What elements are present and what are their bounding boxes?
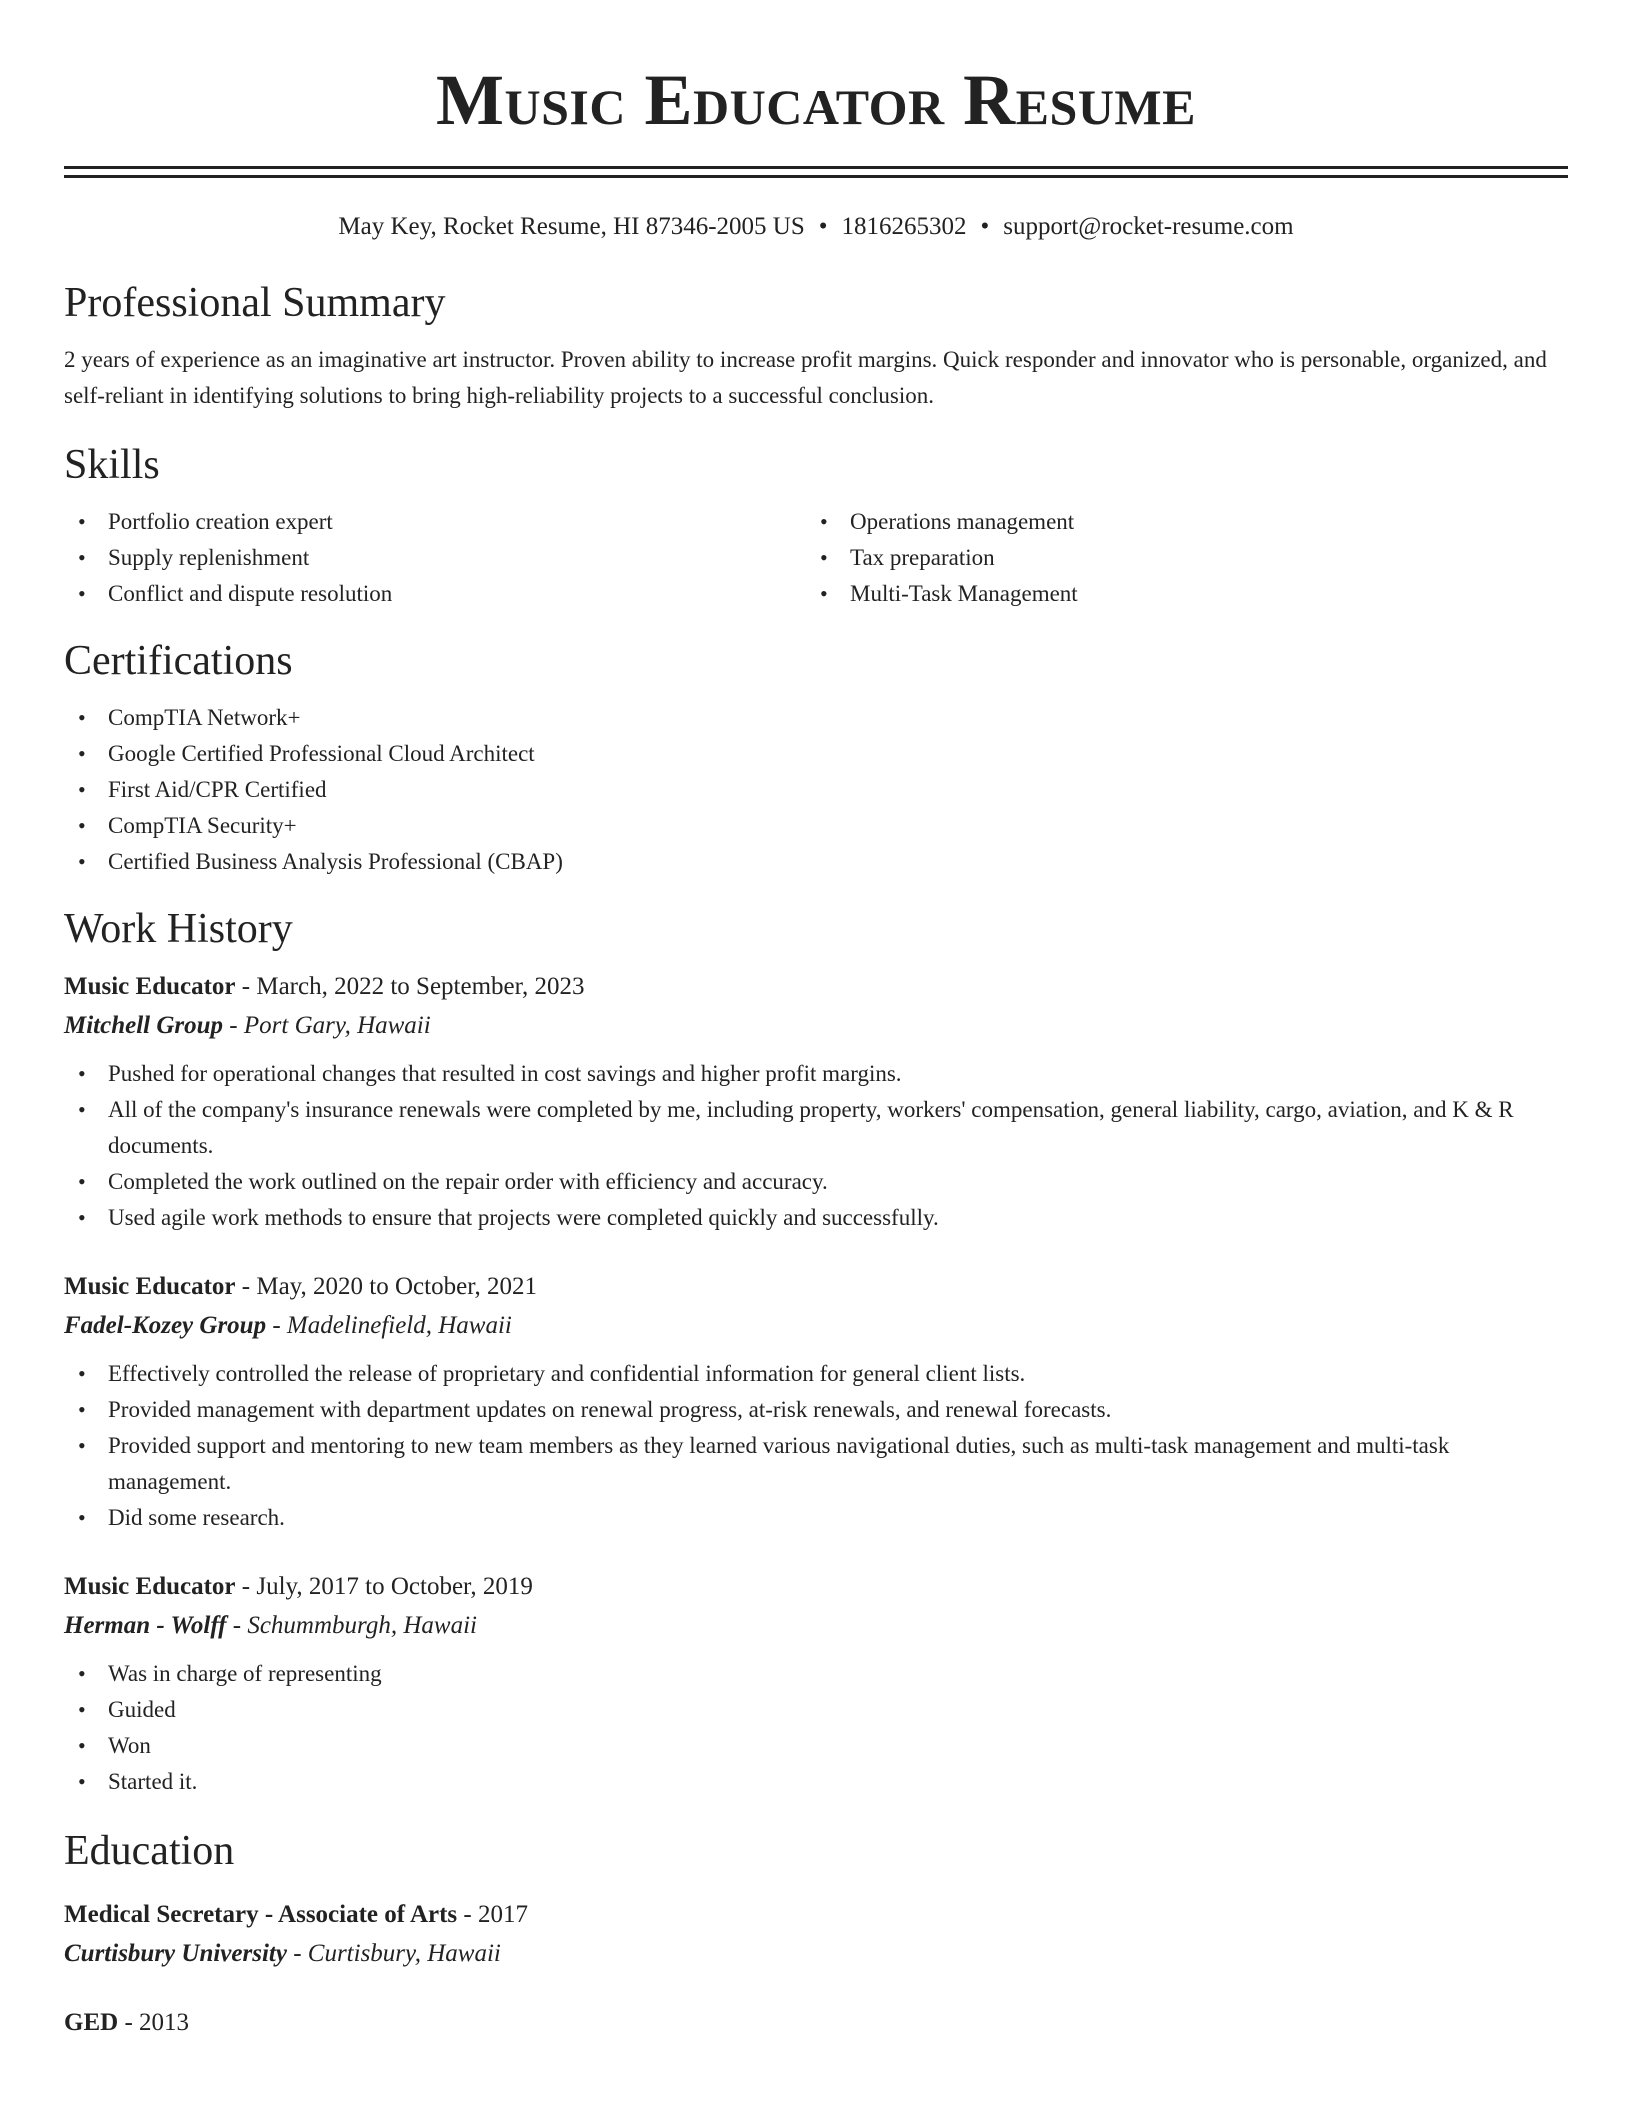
title-divider-top bbox=[64, 166, 1568, 169]
job-dates: - May, 2020 to October, 2021 bbox=[235, 1273, 538, 1300]
job-bullet: • Was in charge of representing bbox=[64, 1656, 1568, 1692]
job-entry bbox=[64, 1268, 1568, 1536]
certification-item: • CompTIA Security+ bbox=[64, 808, 1568, 844]
resume-page bbox=[64, 0, 1568, 2042]
job-dates: - March, 2022 to September, 2023 bbox=[235, 973, 585, 1000]
job-company-line bbox=[64, 1006, 1568, 1046]
page-title: Music Educator Resume bbox=[436, 60, 1196, 140]
job-location: - Port Gary, Hawaii bbox=[223, 1012, 431, 1039]
skill-item: • Multi-Task Management bbox=[806, 576, 1548, 612]
job-company: Fadel-Kozey Group bbox=[64, 1312, 267, 1339]
contact-separator: • bbox=[980, 213, 990, 240]
education-degree: Medical Secretary - Associate of Arts bbox=[64, 1901, 458, 1928]
job-company-line bbox=[64, 1306, 1568, 1346]
job-location: - Schummburgh, Hawaii bbox=[226, 1612, 477, 1639]
job-title-line bbox=[64, 1568, 1568, 1606]
education-year: - 2013 bbox=[118, 2009, 190, 2036]
education-school-line bbox=[64, 1934, 1568, 1974]
job-bullets bbox=[64, 1056, 1568, 1236]
skills-list-left bbox=[64, 504, 806, 612]
certification-item: • CompTIA Network+ bbox=[64, 700, 1568, 736]
job-bullet: • Guided bbox=[64, 1692, 1568, 1728]
education-degree-line bbox=[64, 2004, 1568, 2042]
skill-item: • Operations management bbox=[806, 504, 1548, 540]
job-entry bbox=[64, 968, 1568, 1236]
job-company-line bbox=[64, 1606, 1568, 1646]
skill-item: • Tax preparation bbox=[806, 540, 1548, 576]
certification-item: • Google Certified Professional Cloud Architect bbox=[64, 736, 1568, 772]
education-school: Curtisbury University bbox=[64, 1940, 287, 1967]
job-bullet: • Pushed for operational changes that resulted in cost savings and higher profit margins. bbox=[64, 1056, 1568, 1092]
contact-email: support@rocket-resume.com bbox=[1003, 213, 1294, 240]
job-bullet: • Won bbox=[64, 1728, 1568, 1764]
contact-separator: • bbox=[818, 213, 828, 240]
skill-item: • Portfolio creation expert bbox=[64, 504, 806, 540]
certifications-section bbox=[64, 636, 1568, 880]
education-degree: GED bbox=[64, 2009, 119, 2036]
job-role: Music Educator bbox=[64, 1273, 236, 1300]
work-history-heading: Work History bbox=[64, 906, 293, 952]
job-bullet: • Completed the work outlined on the repair order with efficiency and accuracy. bbox=[64, 1164, 1568, 1200]
certification-item: • Certified Business Analysis Professional (CBAP) bbox=[64, 844, 1568, 880]
job-company: Mitchell Group bbox=[64, 1012, 224, 1039]
job-location: - Madelinefield, Hawaii bbox=[266, 1312, 512, 1339]
certification-item: • First Aid/CPR Certified bbox=[64, 772, 1568, 808]
skills-list-right bbox=[806, 504, 1548, 612]
contact-address: May Key, Rocket Resume, HI 87346-2005 US bbox=[338, 213, 805, 240]
education-section bbox=[64, 1826, 1568, 2042]
summary-section bbox=[64, 278, 1568, 414]
title-divider-bottom bbox=[64, 175, 1568, 178]
work-history-section bbox=[64, 904, 1568, 1800]
job-bullets bbox=[64, 1656, 1568, 1800]
certifications-list bbox=[64, 700, 1568, 880]
contact-line bbox=[64, 212, 1568, 242]
education-year: - 2017 bbox=[457, 1901, 528, 1928]
job-entry bbox=[64, 1568, 1568, 1800]
job-bullets bbox=[64, 1356, 1568, 1536]
job-bullet: • Provided support and mentoring to new team members as they learned various navigational duties, such as multi-task management and multi-task management. bbox=[64, 1428, 1568, 1500]
skill-item: • Conflict and dispute resolution bbox=[64, 576, 806, 612]
skills-heading: Skills bbox=[64, 442, 160, 488]
summary-text: 2 years of experience as an imaginative art instructor. Proven ability to increase profit margins. Quick responder and innovator who is personable, organized, and self-reliant in identifying solutions to bring high-reliability projects to a successful conclusion. bbox=[64, 347, 1547, 408]
education-location: - Curtisbury, Hawaii bbox=[286, 1940, 501, 1967]
job-title-line bbox=[64, 1268, 1568, 1306]
summary-heading: Professional Summary bbox=[64, 280, 446, 326]
skills-section bbox=[64, 440, 1568, 612]
job-title-line bbox=[64, 968, 1568, 1006]
job-company: Herman - Wolff bbox=[64, 1612, 227, 1639]
job-dates: - July, 2017 to October, 2019 bbox=[235, 1573, 533, 1600]
job-bullet: • Provided management with department updates on renewal progress, at-risk renewals, and renewal forecasts. bbox=[64, 1392, 1568, 1428]
job-role: Music Educator bbox=[64, 973, 236, 1000]
job-role: Music Educator bbox=[64, 1573, 236, 1600]
education-degree-line bbox=[64, 1896, 1568, 1934]
education-entry bbox=[64, 1896, 1568, 1974]
job-bullet: • All of the company's insurance renewals were completed by me, including property, workers' compensation, general liability, cargo, aviation, and K & R documents. bbox=[64, 1092, 1568, 1164]
education-entry bbox=[64, 2004, 1568, 2042]
contact-phone: 1816265302 bbox=[841, 213, 967, 240]
skill-item: • Supply replenishment bbox=[64, 540, 806, 576]
job-bullet: • Effectively controlled the release of proprietary and confidential information for general client lists. bbox=[64, 1356, 1568, 1392]
job-bullet: • Used agile work methods to ensure that projects were completed quickly and successfully. bbox=[64, 1200, 1568, 1236]
job-bullet: • Started it. bbox=[64, 1764, 1568, 1800]
education-heading: Education bbox=[64, 1828, 235, 1874]
certifications-heading: Certifications bbox=[64, 638, 293, 684]
skills-columns bbox=[64, 504, 1568, 612]
job-bullet: • Did some research. bbox=[64, 1500, 1568, 1536]
